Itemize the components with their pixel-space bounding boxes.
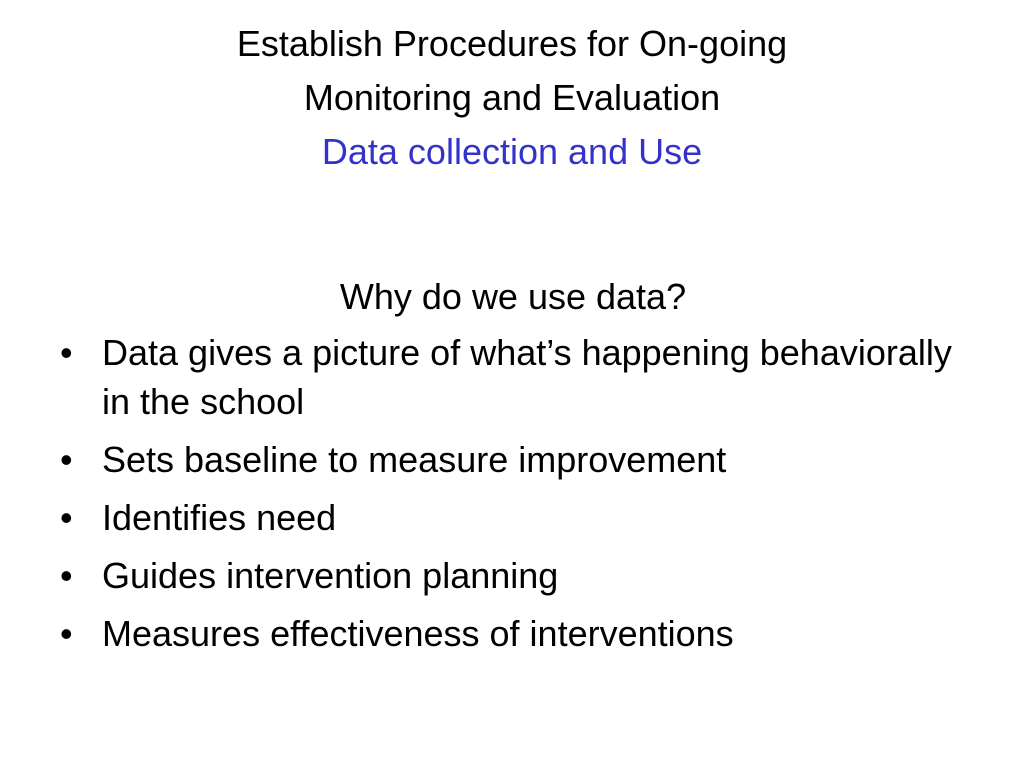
bullet-item — [58, 493, 958, 542]
slide-body — [58, 270, 958, 667]
bullet-marker: • — [60, 497, 73, 538]
bullet-item — [58, 609, 958, 658]
bullet-item — [58, 435, 958, 484]
bullet-list — [58, 328, 958, 658]
bullet-marker: • — [60, 332, 73, 373]
bullet-marker: • — [60, 555, 73, 596]
bullet-text: Measures effectiveness of interventions — [102, 613, 734, 654]
title-line-2: Monitoring and Evaluation — [303, 77, 721, 118]
bullet-item — [58, 328, 958, 426]
bullet-text: Data gives a picture of what’s happening behaviorally in the school — [102, 332, 952, 422]
title-line-1: Establish Procedures for On-going — [236, 23, 788, 64]
question-heading: Why do we use data? — [339, 276, 687, 317]
slide-subtitle: Data collection and Use — [321, 131, 703, 172]
bullet-marker: • — [60, 439, 73, 480]
bullet-marker: • — [60, 613, 73, 654]
bullet-text: Sets baseline to measure improvement — [102, 439, 727, 480]
bullet-item — [58, 551, 958, 600]
bullet-text: Identifies need — [102, 497, 337, 538]
slide-title — [0, 17, 1024, 179]
bullet-text: Guides intervention planning — [102, 555, 559, 596]
